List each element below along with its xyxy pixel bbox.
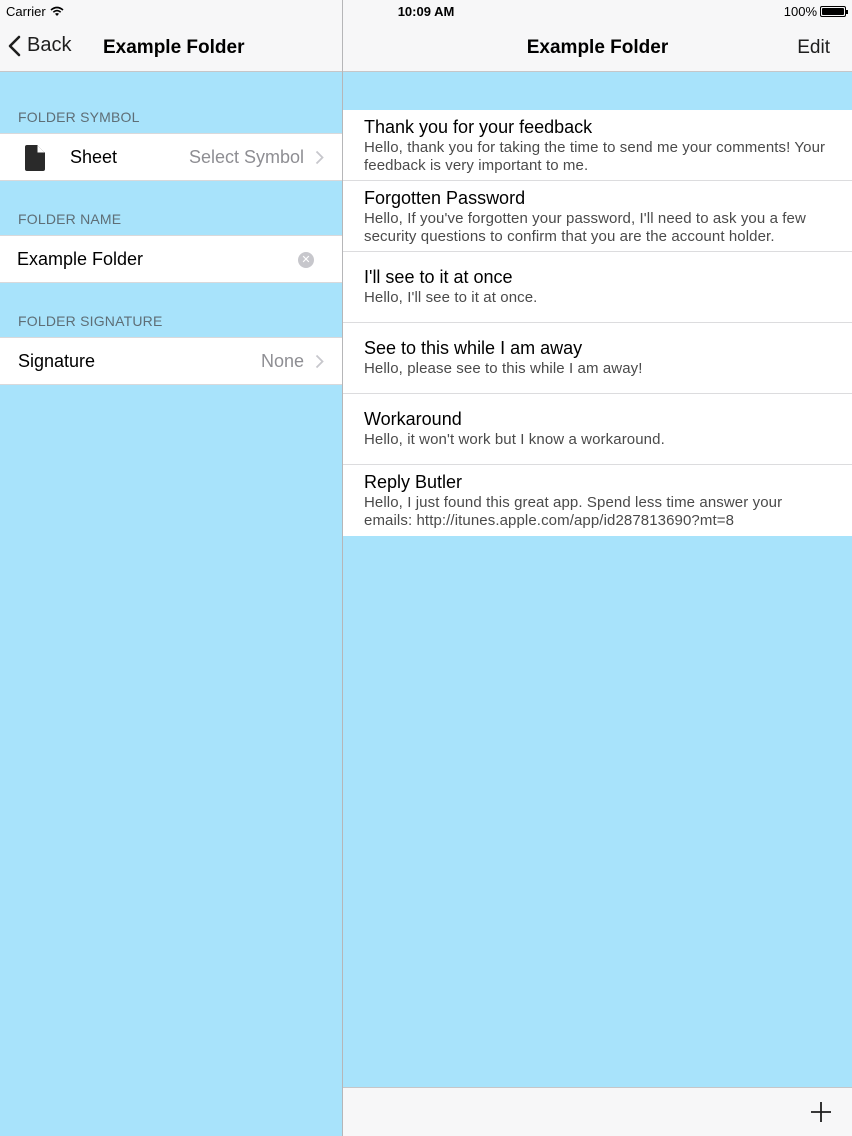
- folder-symbol-value: Select Symbol: [188, 146, 304, 167]
- chevron-left-icon: [8, 35, 21, 57]
- chevron-right-icon: [315, 150, 324, 165]
- battery-indicator: [784, 4, 846, 19]
- reply-body: Hello, thank you for taking the time to send me your comments! Your feedback is very important to me.: [364, 139, 826, 174]
- sheet-icon: [24, 144, 46, 172]
- folder-signature-header: FOLDER SIGNATURE: [18, 313, 163, 329]
- carrier-label: Carrier: [6, 4, 46, 19]
- chevron-right-icon: [315, 354, 324, 369]
- battery-icon: [820, 6, 846, 17]
- back-label: Back: [27, 34, 72, 56]
- reply-row[interactable]: [343, 252, 852, 323]
- reply-row[interactable]: [343, 110, 852, 181]
- reply-title: Reply Butler: [364, 472, 463, 492]
- right-nav-bar: [343, 24, 852, 72]
- reply-title: Forgotten Password: [364, 188, 526, 208]
- left-nav-bar: [0, 24, 342, 72]
- reply-body: Hello, please see to this while I am away!: [364, 360, 643, 377]
- reply-list: [343, 110, 852, 536]
- folder-settings-pane: [0, 24, 342, 1136]
- status-bar: [0, 0, 852, 24]
- folder-name-header: FOLDER NAME: [18, 211, 122, 227]
- folder-signature-cell[interactable]: [0, 337, 342, 385]
- folder-symbol-label: Sheet: [70, 146, 118, 167]
- folder-symbol-header: FOLDER SYMBOL: [18, 109, 140, 125]
- folder-name-input[interactable]: [0, 236, 270, 282]
- back-button[interactable]: [8, 34, 71, 57]
- reply-body: Hello, I'll see to it at once.: [364, 289, 538, 306]
- reply-title: I'll see to it at once: [364, 267, 513, 287]
- reply-row[interactable]: [343, 394, 852, 465]
- reply-body: Hello, I just found this great app. Spend less time answer your emails: http://itunes.apple.com/app/id287813690?mt=8: [364, 494, 783, 529]
- reply-body: Hello, it won't work but I know a workaround.: [364, 431, 665, 448]
- folder-symbol-cell[interactable]: [0, 133, 342, 181]
- status-time: 10:09 AM: [397, 4, 455, 19]
- reply-body: Hello, If you've forgotten your password, I'll need to ask you a few security questions to confirm that you are the account holder.: [364, 210, 806, 245]
- battery-percent: 100%: [783, 4, 817, 19]
- reply-list-pane: [343, 24, 852, 1136]
- reply-title: See to this while I am away: [364, 338, 583, 358]
- reply-row[interactable]: [343, 181, 852, 252]
- reply-row[interactable]: [343, 465, 852, 536]
- signature-label: Signature: [18, 350, 96, 371]
- edit-button[interactable]: Edit: [797, 37, 830, 58]
- left-nav-title: Example Folder: [103, 37, 245, 58]
- bottom-toolbar: [343, 1087, 852, 1136]
- folder-name-field[interactable]: [0, 235, 342, 283]
- clear-text-icon[interactable]: ✕: [298, 252, 314, 268]
- signature-value: None: [260, 350, 304, 371]
- reply-title: Thank you for your feedback: [364, 117, 593, 137]
- reply-title: Workaround: [364, 409, 462, 429]
- plus-icon[interactable]: [810, 1101, 832, 1123]
- reply-row[interactable]: [343, 323, 852, 394]
- right-nav-title: Example Folder: [526, 37, 669, 58]
